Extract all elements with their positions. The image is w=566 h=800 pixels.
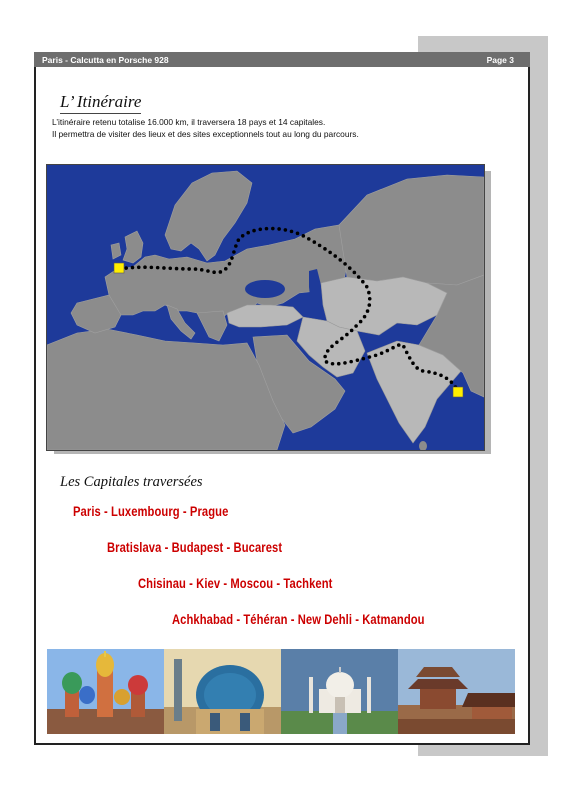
itinerary-title: L’ Itinéraire	[60, 92, 141, 114]
mosque-dome-icon	[164, 649, 281, 734]
calcutta-marker	[453, 387, 463, 397]
intro-line-2: Il permettra de visiter des lieux et des sites exceptionnels tout au long du parcours.	[52, 129, 359, 139]
pagoda-temple-icon	[398, 649, 515, 734]
header-bar	[34, 52, 530, 67]
capitals-line-2: Bratislava - Budapest - Bucarest	[107, 540, 283, 555]
taj-mahal-icon	[281, 649, 398, 734]
capitals-line-4: Achkhabad - Téhéran - New Dehli - Katmandou	[172, 612, 425, 627]
photo-strip	[47, 649, 515, 734]
onion-domes-cathedral-icon	[47, 649, 164, 734]
header-title: Paris - Calcutta en Porsche 928	[42, 54, 169, 65]
page-number: Page 3	[486, 54, 514, 65]
capitals-line-1: Paris - Luxembourg - Prague	[73, 504, 229, 519]
route-map	[46, 164, 485, 451]
paris-marker	[114, 263, 124, 273]
intro-line-1: L’itinéraire retenu totalise 16.000 km, il traversera 18 pays et 14 capitales.	[52, 117, 326, 127]
capitals-title: Les Capitales traversées	[60, 474, 203, 490]
africa-land	[47, 329, 285, 450]
capitals-line-3: Chisinau - Kiev - Moscou - Tachkent	[138, 576, 333, 591]
black-sea	[245, 280, 285, 298]
route-map-svg	[47, 165, 484, 450]
itinerary-intro	[52, 116, 359, 140]
